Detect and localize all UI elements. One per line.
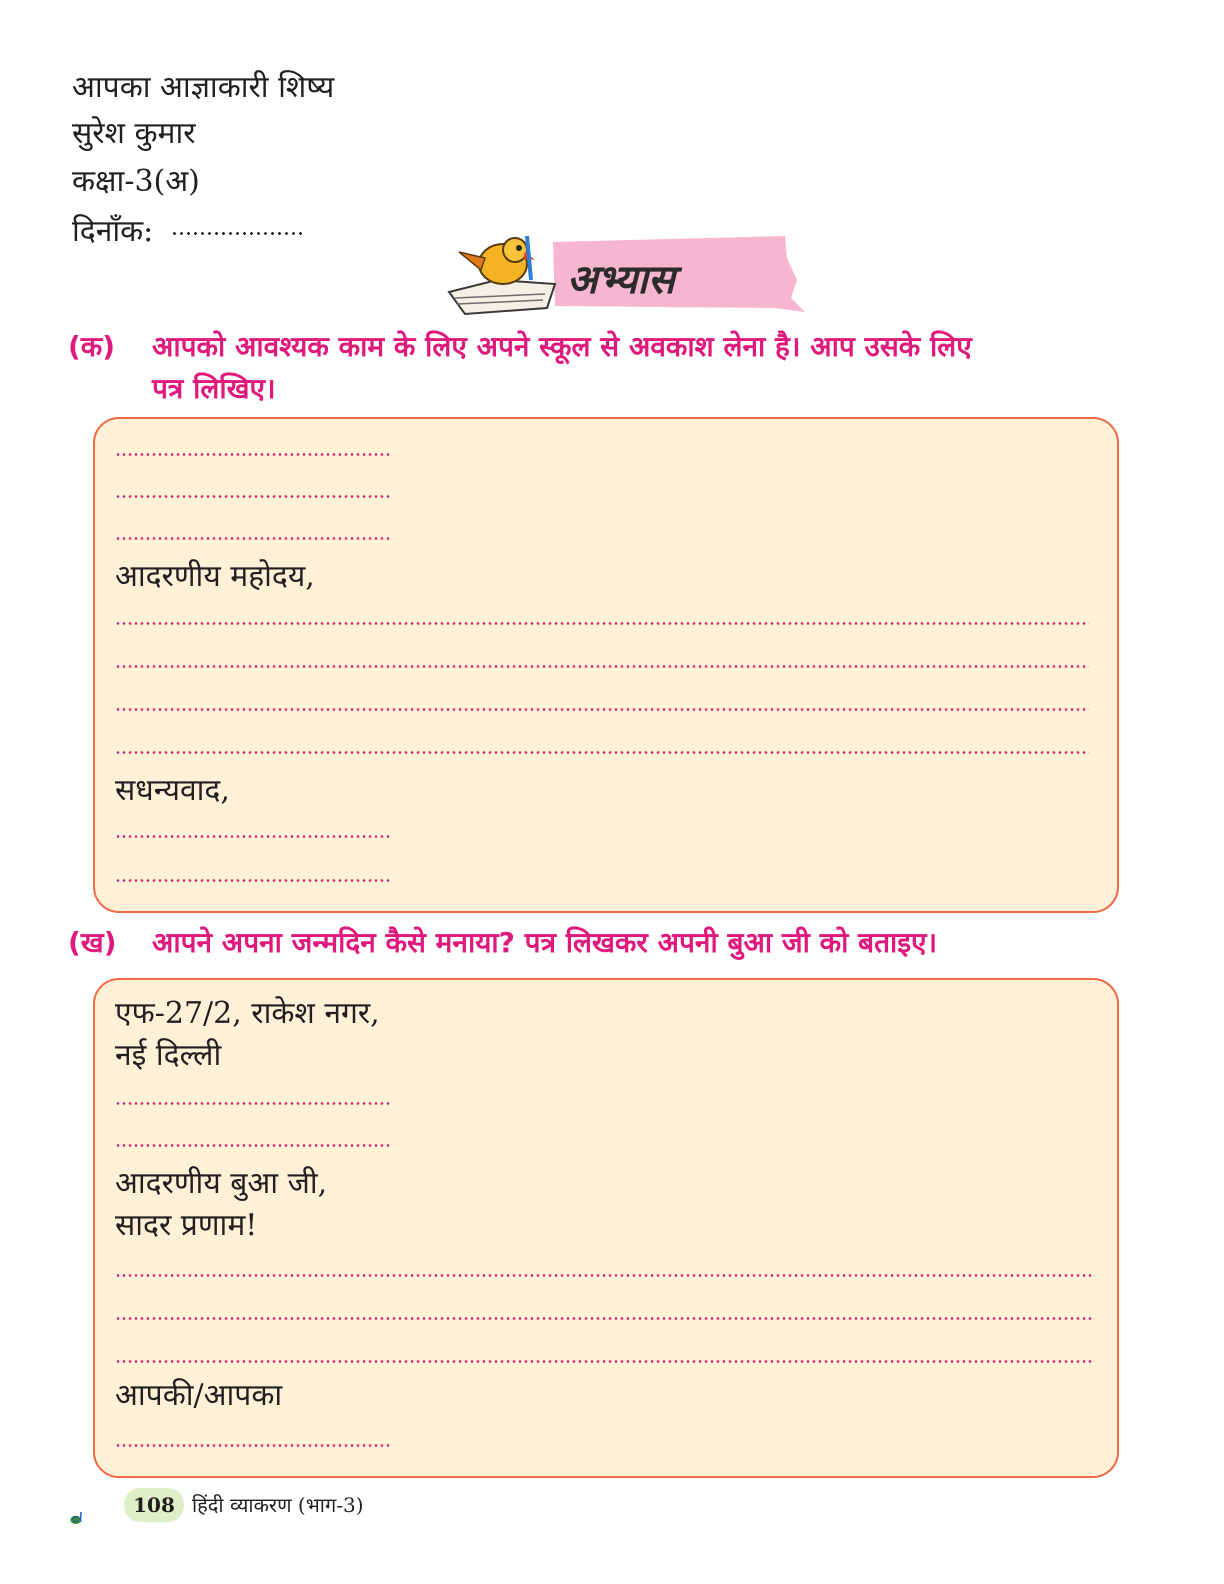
address-line1: एफ-27/2, राकेश नगर, — [115, 996, 380, 1031]
question-a-text-line2: पत्र लिखिए। — [152, 372, 276, 405]
date-row — [72, 210, 305, 254]
body-line-blank[interactable] — [115, 665, 1089, 668]
question-b — [68, 922, 1154, 964]
book-title: हिंदी व्याकरण (भाग-3) — [192, 1493, 364, 1517]
body-line-blank[interactable] — [115, 1360, 1095, 1363]
name-line-blank[interactable] — [115, 1444, 391, 1447]
name-line-blank[interactable] — [115, 835, 391, 838]
address-line2: नई दिल्ली — [115, 1038, 222, 1073]
body-line-blank[interactable] — [115, 622, 1089, 625]
bird-writing-icon — [449, 236, 555, 314]
question-a-text-line1: आपको आवश्यक काम के लिए अपने स्कूल से अवकाश लेना है। आप उसके लिए — [152, 330, 972, 363]
body-line-blank[interactable] — [115, 708, 1089, 711]
address-line-blank[interactable] — [115, 537, 391, 540]
student-class: कक्षा-3(अ) — [72, 164, 200, 199]
address-line-blank[interactable] — [115, 1102, 391, 1105]
closing-text: आपका आज्ञाकारी शिष्य — [72, 70, 335, 105]
address-line-blank[interactable] — [115, 495, 391, 498]
closing-text: आपकी/आपका — [115, 1378, 283, 1413]
date-blank[interactable] — [171, 232, 305, 235]
address-line-blank[interactable] — [115, 1144, 391, 1147]
thanks-text: सधन्यवाद, — [115, 773, 230, 808]
question-a — [68, 326, 1154, 410]
date-label: दिनाँक: — [72, 214, 154, 249]
question-b-text: आपने अपना जन्मदिन कैसे मनाया? पत्र लिखकर अपनी बुआ जी को बताइए। — [152, 926, 938, 959]
section-title: अभ्यास — [567, 257, 675, 303]
greeting-text: सादर प्रणाम! — [115, 1208, 258, 1243]
student-name: सुरेश कुमार — [72, 116, 196, 151]
page-number: 108 — [124, 1488, 184, 1522]
peacock-icon — [70, 1512, 81, 1524]
body-line-blank[interactable] — [115, 1317, 1095, 1320]
body-line-blank[interactable] — [115, 1274, 1095, 1277]
name-line-blank[interactable] — [115, 879, 391, 882]
letter-box-b — [93, 978, 1119, 1478]
salutation-text: आदरणीय बुआ जी, — [115, 1166, 328, 1201]
salutation-text: आदरणीय महोदय, — [115, 559, 315, 594]
body-line-blank[interactable] — [115, 751, 1089, 754]
question-b-label: (ख) — [68, 926, 117, 959]
question-a-label: (क) — [68, 330, 116, 363]
letter-box-a — [93, 417, 1119, 913]
address-line-blank[interactable] — [115, 453, 391, 456]
